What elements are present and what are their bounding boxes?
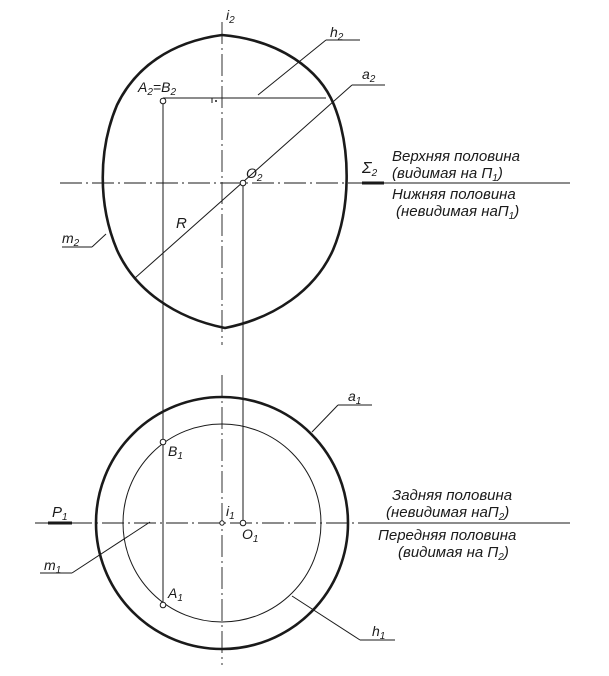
a1-leader — [312, 405, 338, 432]
right-angle-dot — [215, 100, 217, 102]
label-i2: $i_2$ — [226, 7, 235, 26]
label-A1: $A_1$ — [168, 585, 183, 604]
point-A1 — [160, 602, 166, 608]
label-m2: $m_2$ — [62, 230, 80, 249]
label-P1: $P_1$ — [52, 504, 68, 523]
label-a1: $a_1$ — [348, 388, 362, 407]
note-upper-visible: (видимая на $П_1$) — [392, 165, 503, 184]
point-B1 — [160, 439, 166, 445]
note-back-half: Задняя половина — [392, 487, 513, 504]
m2-leader — [92, 234, 106, 247]
point-A2-B2 — [160, 98, 166, 104]
note-lower-invisible: (невидимая наП$_1$) — [396, 203, 520, 222]
note-front-visible: (видимая на $П_2$) — [398, 544, 509, 563]
label-h2: $h_2$ — [330, 24, 344, 43]
h2-leader — [258, 40, 326, 95]
label-a2: $a_2$ — [362, 66, 376, 85]
m1-leader — [72, 522, 150, 573]
point-O1 — [240, 520, 246, 526]
label-R: R — [176, 215, 187, 232]
label-m1: $m_1$ — [44, 557, 62, 576]
label-B1: $B_1$ — [168, 443, 183, 462]
point-O2 — [240, 180, 246, 186]
label-O1: $O_1$ — [242, 526, 259, 545]
note-back-invisible: (невидимая наП$_2$) — [386, 504, 510, 523]
label-h1: $h_1$ — [372, 623, 386, 642]
note-front-half: Передняя половина — [378, 527, 517, 544]
h1-leader — [292, 596, 360, 640]
label-sigma2: Σ2 — [362, 160, 378, 179]
label-i1: $i_1$ — [226, 503, 235, 522]
label-O2: $O_2$ — [246, 165, 263, 184]
note-lower-half: Нижняя половина — [392, 186, 516, 203]
point-i1 — [220, 521, 224, 525]
note-upper-half: Верхняя половина — [392, 148, 520, 165]
label-A2-B2: $A_2=B_2$ — [138, 79, 176, 98]
